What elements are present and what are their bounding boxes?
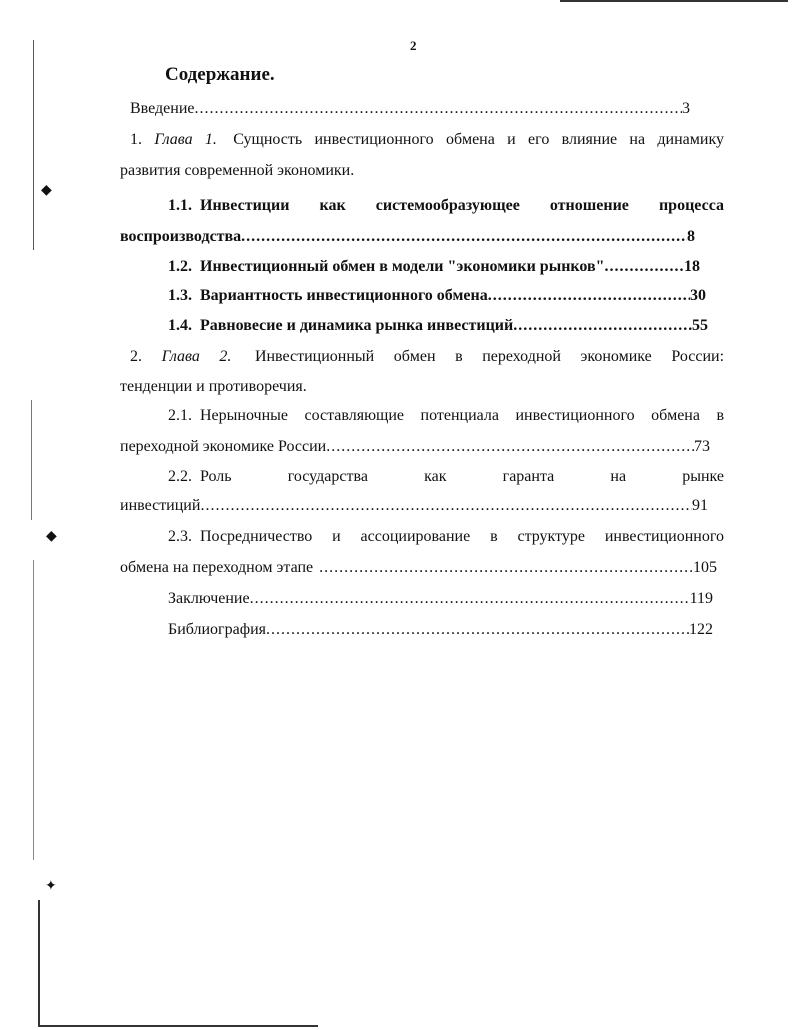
toc-section-2-3-cont[interactable]: обмена на переходном этапе ..... 105 (120, 558, 717, 578)
toc-section-2-1[interactable]: 2.1. Нерыночные составляющие потенциала инвестиционного обмена в (168, 407, 724, 424)
toc-page-number: 8 (687, 228, 695, 245)
toc-section-2-1-cont[interactable]: переходной экономике России ..... 73 (120, 437, 710, 457)
toc-page-number: 122 (689, 621, 713, 638)
toc-section-1-1-cont[interactable]: воспроизводства ..... 8 (120, 227, 695, 247)
toc-section-2-2-cont[interactable]: инвестиций ..... 91 (120, 496, 708, 516)
toc-page-number: 18 (684, 258, 700, 275)
page-number: 2 (410, 38, 417, 53)
scan-edge-left (38, 900, 40, 1025)
toc-section-2-2[interactable]: 2.2. Роль государства как гаранта на рынке (168, 468, 724, 485)
toc-page-number: 73 (694, 438, 710, 455)
toc-page-number: 91 (692, 497, 708, 514)
toc-page-number: 30 (690, 287, 706, 304)
toc-entry-conclusion[interactable]: Заключение ..... 119 (168, 589, 713, 609)
scan-edge-left (33, 40, 34, 250)
scan-edge-bottom (38, 1025, 318, 1027)
toc-chapter-2-cont: тенденции и противоречия. (120, 378, 307, 395)
scan-edge-left (31, 400, 32, 520)
scan-edge-top (560, 0, 788, 2)
toc-section-2-3[interactable]: 2.3. Посредничество и ассоциирование в структуре инвестиционного (168, 528, 724, 545)
toc-chapter-2[interactable]: 2. Глава 2. Инвестиционный обмен в переходной экономике России: (130, 348, 725, 365)
toc-heading: Содержание. (165, 64, 275, 85)
toc-entry-intro[interactable]: Введение ..... 3 (130, 99, 690, 119)
binding-hole-mark: ◆ (46, 529, 57, 544)
toc-chapter-1-cont: развития современной экономики. (120, 162, 355, 179)
toc-entry-bibliography[interactable]: Библиография ..... 122 (168, 620, 713, 640)
toc-page-number: 105 (693, 559, 717, 576)
binding-hole-mark: ◆ (41, 183, 52, 198)
toc-page-number: 3 (682, 100, 690, 117)
toc-section-1-4[interactable]: 1.4. Равновесие и динамика рынка инвестиций ..... 55 (168, 316, 708, 336)
toc-chapter-1[interactable]: 1. Глава 1. Сущность инвестиционного обмена и его влияние на динамику (130, 131, 725, 148)
binding-hole-mark: ✦ (45, 879, 57, 894)
toc-section-1-2[interactable]: 1.2. Инвестиционный обмен в модели "экономики рынков" ..... 18 (168, 257, 700, 277)
toc-page-number: 119 (689, 590, 713, 607)
toc-page-number: 55 (692, 317, 708, 334)
toc-section-1-3[interactable]: 1.3. Вариантность инвестиционного обмена ..... 30 (168, 286, 706, 306)
toc-section-1-1[interactable]: 1.1. Инвестиции как системообразующее отношение процесса (168, 197, 724, 214)
scan-edge-left (33, 560, 34, 860)
